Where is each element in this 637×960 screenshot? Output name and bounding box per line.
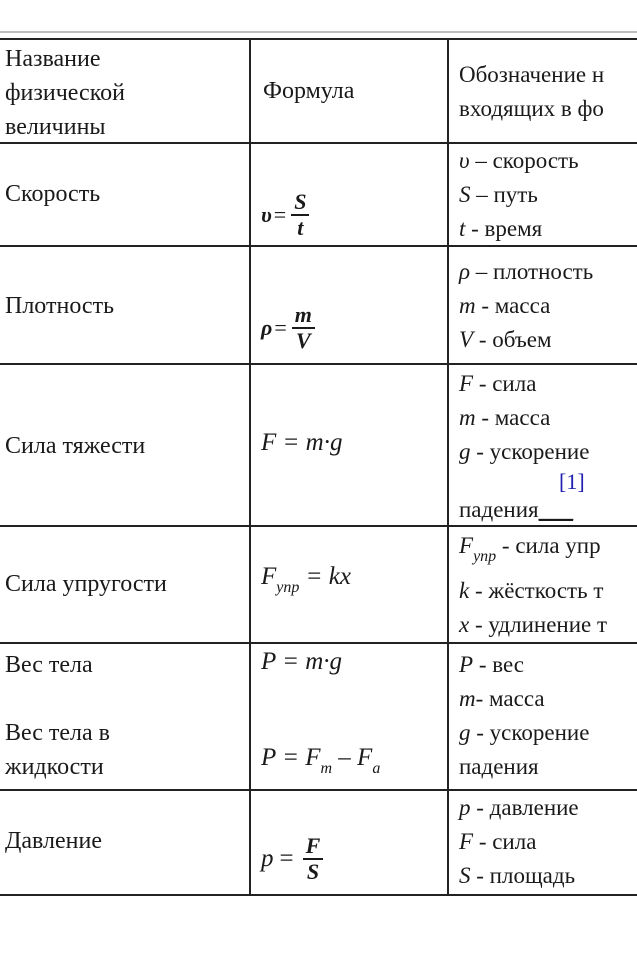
table-header-row [0, 38, 637, 144]
quantity-name: Сила тяжести [5, 433, 146, 459]
table-row-speed [0, 142, 637, 247]
table-row-elastic [0, 525, 637, 644]
formula-eq: = [273, 202, 287, 227]
fraction-numerator: m [294, 302, 312, 327]
table-row-weight [0, 642, 637, 791]
table-row-density [0, 245, 637, 365]
notation-line: t - время [459, 216, 543, 241]
table-row-pressure [0, 789, 637, 896]
reference-link[interactable]: [1] [559, 469, 585, 494]
quantity-name: Вес тела [5, 652, 93, 678]
formula-eq: = [274, 315, 287, 340]
fraction-denominator: S [306, 859, 320, 884]
notation-line: F - сила [459, 829, 537, 854]
notation-line: P - вес [459, 652, 524, 677]
header-name-line: физической [5, 80, 125, 106]
quantity-name: Вес тела в [5, 720, 111, 746]
header-name-line: величины [5, 114, 106, 140]
formula-lhs: ρ [261, 315, 273, 340]
formula-pressure [261, 834, 323, 884]
notation-line: k - жёсткость т [459, 578, 604, 603]
notation-line: p - давление [459, 795, 579, 820]
notation-line: m- масса [459, 686, 545, 711]
fraction-denominator: t [297, 215, 304, 240]
notation-line: F - сила [459, 371, 537, 396]
fraction-numerator: S [294, 189, 307, 214]
table-row-gravity [0, 363, 637, 527]
notation-line: V - объем [459, 327, 552, 352]
formula-eq: = [279, 845, 294, 872]
notation-line: падения [459, 754, 539, 779]
fraction-numerator: F [305, 833, 321, 858]
formula-fraction [292, 303, 315, 353]
notation-line: m - масса [459, 293, 551, 318]
quantity-name: Давление [5, 828, 103, 854]
header-notation-line: входящих в фо [459, 96, 604, 121]
notation-line: m - масса [459, 405, 551, 430]
notation-line: S - площадь [459, 863, 576, 888]
notation-line: υ – скорость [459, 148, 579, 173]
header-formula-label: Формула [263, 78, 355, 104]
formula-fraction [291, 190, 309, 240]
header-notation-line: Обозначение н [459, 62, 605, 87]
notation-line: ρ – плотность [459, 259, 594, 284]
header-name-line: Название [5, 46, 101, 72]
formula-gravity: F = m·g [261, 429, 343, 456]
quantity-name: Скорость [5, 181, 101, 207]
notation-line: падения___ [459, 497, 574, 522]
formula-elastic: $F_{упр}$ = kx [261, 563, 351, 596]
header-cell-formula [249, 40, 447, 144]
fraction-denominator: V [295, 328, 311, 353]
notation-line: g - ускорение [459, 439, 590, 464]
notation-line: $F_{упр}$ - сила упр [459, 533, 601, 565]
formula-lhs: υ [261, 202, 272, 227]
formula-weight-in-liquid: $P = F_т - F_а$ [261, 744, 381, 777]
header-cell-notation [447, 40, 637, 144]
formula-fraction [303, 834, 324, 884]
formula-lhs: p [261, 845, 274, 872]
quantity-name: Плотность [5, 293, 115, 319]
formula-density [261, 303, 315, 353]
physics-formulas-table [0, 38, 637, 896]
header-cell-name [0, 40, 249, 144]
formula-speed [261, 190, 309, 240]
notation-line: g - ускорение [459, 720, 590, 745]
quantity-name: Сила упругости [5, 571, 167, 597]
page-top-rule [0, 31, 637, 33]
quantity-name: жидкости [5, 754, 104, 780]
notation-line: S – путь [459, 182, 538, 207]
formula-weight: P = m·g [261, 648, 342, 675]
notation-line: x - удлинение т [459, 612, 608, 637]
